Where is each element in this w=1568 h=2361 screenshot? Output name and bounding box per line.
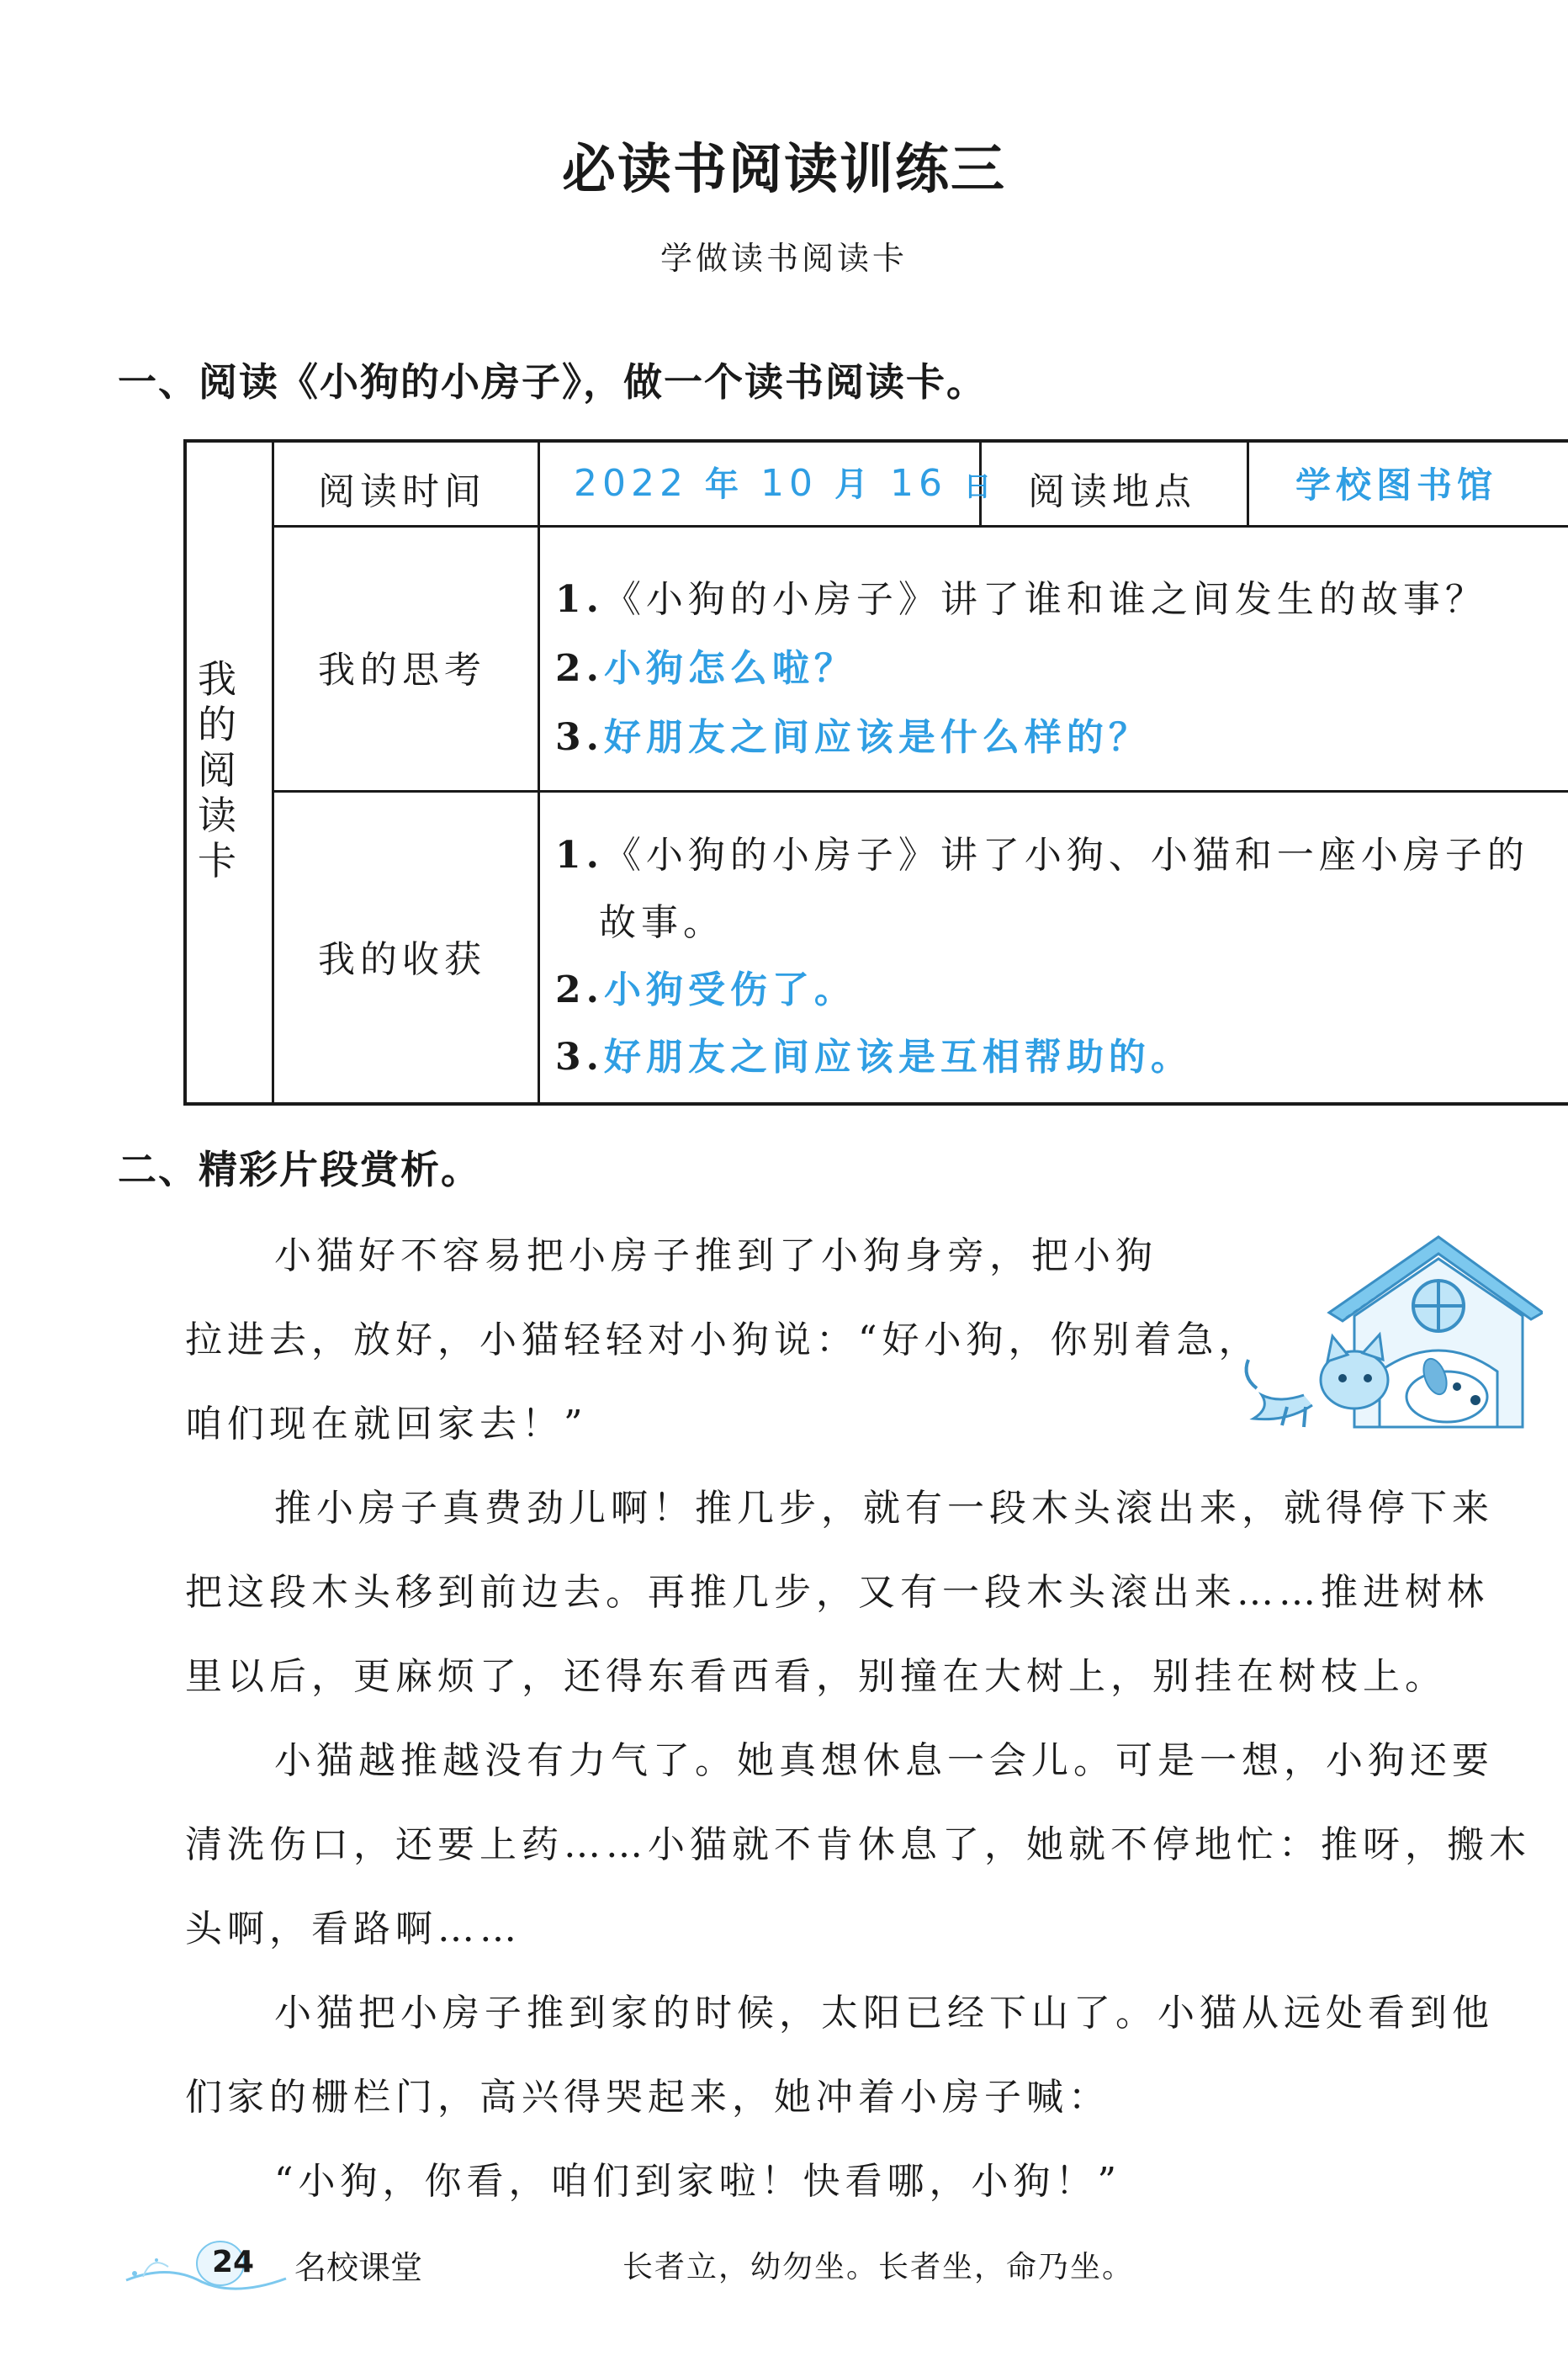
gains-item-continuation: 故事。 xyxy=(599,901,725,944)
card-vertical-label xyxy=(192,656,242,883)
thinking-item: 1.《小狗的小房子》讲了谁和谁之间发生的故事？ xyxy=(555,578,1487,621)
table-divider-v2 xyxy=(538,439,540,1106)
table-divider-h1 xyxy=(272,525,1568,528)
footer-brand: 名校课堂 xyxy=(294,2249,423,2286)
section1-heading: 一、阅读《小狗的小房子》，做一个读书阅读卡。 xyxy=(118,359,987,405)
card-label-char: 读 xyxy=(198,793,236,838)
date-month: 10 xyxy=(760,462,818,505)
date-day: 16 xyxy=(889,462,947,505)
page-number: 24 xyxy=(212,2245,255,2279)
reading-time-label: 阅读时间 xyxy=(318,470,486,513)
passage-line: 们家的栅栏门，高兴得哭起来，她冲着小房子喊： xyxy=(185,2076,1110,2119)
date-year: 2022 xyxy=(574,462,688,505)
passage-line: 小猫好不容易把小房子推到了小狗身旁，把小狗 xyxy=(274,1234,1157,1277)
reading-place-label: 阅读地点 xyxy=(1028,470,1196,513)
passage-line: 咱们现在就回家去！” xyxy=(185,1403,588,1446)
passage-line: 小猫越推越没有力气了。她真想休息一会儿。可是一想，小狗还要 xyxy=(274,1739,1494,1782)
card-label-char: 的 xyxy=(198,702,236,747)
date-day-unit: 日 xyxy=(963,470,996,502)
reading-place-value: 学校图书馆 xyxy=(1295,464,1498,506)
passage-line: 推小房子真费劲儿啊！推几步，就有一段木头滚出来，就得停下来 xyxy=(274,1487,1494,1530)
card-label-char: 卡 xyxy=(198,838,236,883)
table-top-border xyxy=(183,439,1568,443)
date-year-unit: 年 xyxy=(704,464,744,504)
gains-item: 1.《小狗的小房子》讲了小狗、小猫和一座小房子的 xyxy=(555,834,1529,877)
passage-line: 把这段木头移到前边去。再推几步，又有一段木头滚出来……推进树林 xyxy=(185,1571,1489,1614)
card-label-char: 阅 xyxy=(198,747,236,793)
date-month-unit: 月 xyxy=(834,464,873,504)
table-divider-v4 xyxy=(1247,439,1249,527)
reading-date-value xyxy=(574,458,996,506)
table-left-border xyxy=(183,439,187,1106)
page-title: 必读书阅读训练三 xyxy=(562,139,1006,201)
passage-line: 拉进去，放好，小猫轻轻对小狗说：“好小狗，你别着急， xyxy=(185,1318,1261,1361)
thinking-item: 2.小狗怎么啦？ xyxy=(555,647,856,690)
card-label-char: 我 xyxy=(198,656,236,702)
passage-line: 里以后，更麻烦了，还得东看西看，别撞在大树上，别挂在树枝上。 xyxy=(185,1655,1447,1698)
gains-item: 2.小狗受伤了。 xyxy=(555,968,856,1011)
house-cat-dog-illustration xyxy=(1237,1228,1543,1430)
passage-line: 小猫把小房子推到家的时候，太阳已经下山了。小猫从远处看到他 xyxy=(274,1992,1494,2035)
table-bottom-border xyxy=(183,1102,1568,1106)
passage-line: 头啊，看路啊…… xyxy=(185,1907,522,1950)
section2-heading: 二、精彩片段赏析。 xyxy=(118,1147,481,1192)
gains-label: 我的收获 xyxy=(318,938,486,981)
footer-quote: 长者立，幼勿坐。长者坐，命乃坐。 xyxy=(622,2250,1135,2284)
table-divider-v1 xyxy=(272,439,274,1106)
page-subtitle: 学做读书阅读卡 xyxy=(660,240,908,277)
gains-item: 3.好朋友之间应该是互相帮助的。 xyxy=(555,1036,1193,1079)
passage-line: 清洗伤口，还要上药……小猫就不肯休息了，她就不停地忙：推呀，搬木 xyxy=(185,1823,1531,1866)
passage-line: “小狗，你看，咱们到家啦！快看哪，小狗！” xyxy=(274,2160,1121,2203)
table-divider-h2 xyxy=(272,790,1568,793)
swirl-decoration-icon xyxy=(118,2230,303,2297)
thinking-label: 我的思考 xyxy=(318,649,486,692)
thinking-item: 3.好朋友之间应该是什么样的？ xyxy=(555,716,1151,759)
